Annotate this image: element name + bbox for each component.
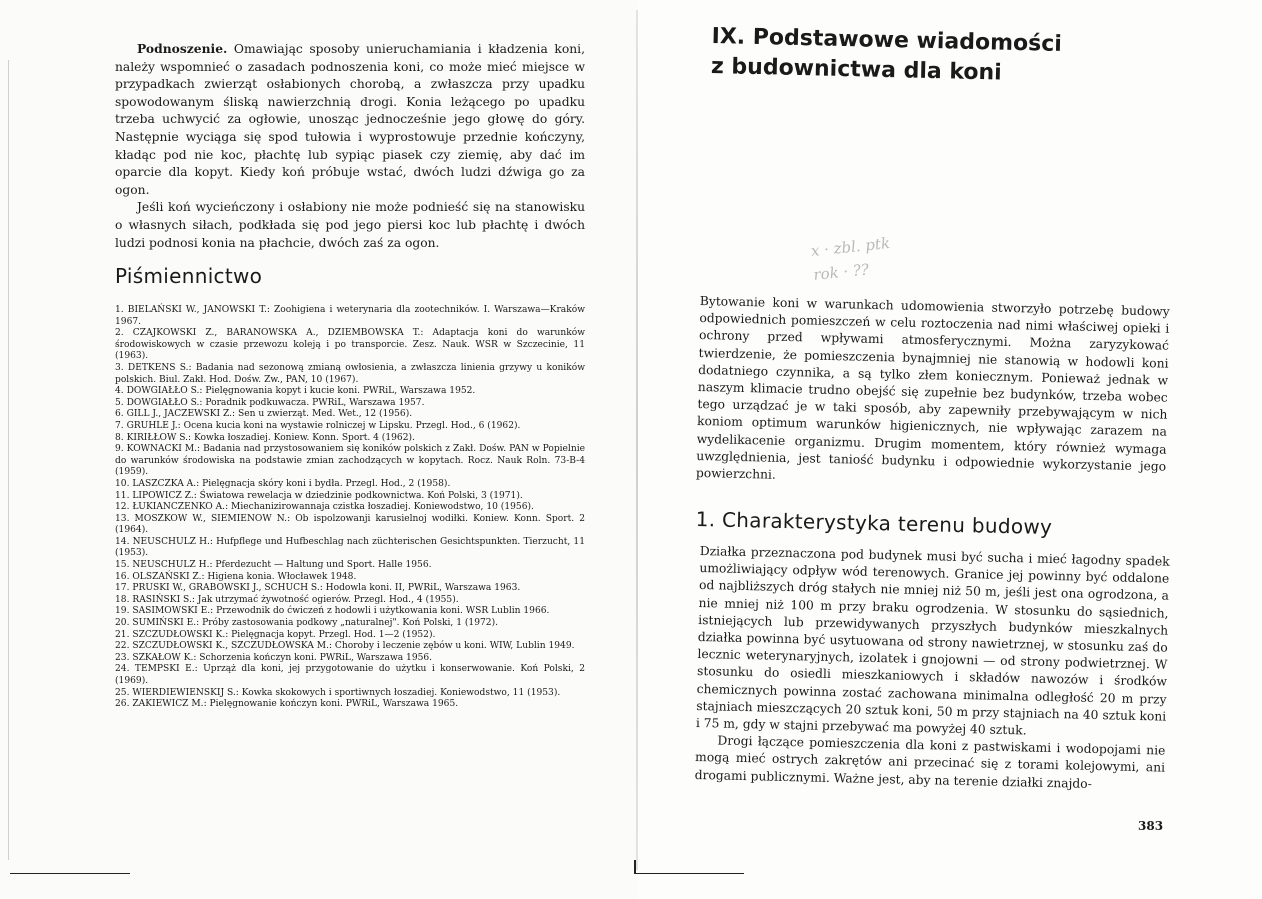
reference-item: 13. MOSZKOW W., SIEMIENOW N.: Ob ispolzowanji karusielnoj wodiłki. Koniew. Konn. Sport. 2 (1964). [115,513,585,536]
section-1-paragraph-1: Działka przeznaczona pod budynek musi być sucha i mieć łagodny spadek umożliwiający odpływ wód terenowych. Granice jej powinny być oddalone od najbliższych dróg stałych nie mniej niż 50 m, jeśli jest ona ogrodzona, a nie mniej niż 100 m przy braku ogrodzenia. W stosunku do sąsiednich, istniejących lub przewidywanych przyszłych budynków mieszkalnych działka powinna być usytuowana od strony nawietrznej, w stosunku zaś do lecznic weterynaryjnych, izolatek i gnojowni — od strony podwietrznej. W stosunku do osiedli mieszkaniowych i składów nawozów i środków chemicznych powinna zostać zachowana minimalna odległość 20 m przy stajniach mieszczących 20 sztuk koni, 50 m przy stajniach na 40 sztuk koni i 75 m, gdy w stajni przebywać ma powyżej 40 sztuk. [695,543,1170,738]
reference-item: 23. SZKAŁOW K.: Schorzenia kończyn koni. PWRiL, Warszawa 1956. [115,652,433,663]
reference-item: 25. WIERDIEWIENSKIJ S.: Kowka skokowych i sportiwnych łoszadiej. Koniewodstwo, 11 (1953). [115,687,561,698]
left-body-text [115,40,585,252]
reference-item: 7. GRUHLE J.: Ocena kucia koni na wystawie rolniczej w Lipsku. Przegl. Hod., 6 (1962). [115,420,521,431]
reference-item: 4. DOWGIAŁŁO S.: Pielęgnowania kopyt i kucie koni. PWRiL, Warszawa 1952. [115,386,476,397]
paragraph-lead: Podnoszenie. [137,41,228,56]
reference-item: 14. NEUSCHULZ H.: Hufpflege und Hufbeschlag nach züchterischen Gesichtspunkten. Tierzucht, 11 (1953). [115,536,585,559]
paragraph-lifting [115,40,585,199]
references-heading: Piśmiennictwo [115,264,263,288]
chapter-title-line-1: IX. Podstawowe wiadomości [711,23,1063,57]
reference-item: 24. TEMPSKI E.: Uprząż dla koni, jej przygotowanie do użytku i konserwowanie. Koń Polski, 2 (1969). [115,664,585,686]
chapter-title-line-2: z budownictwa dla koni [710,53,1003,86]
page-edge-shadow [8,60,9,860]
reference-item: 17. PRUSKI W., GRABOWSKI J., SCHUCH S.: Hodowla koni. II, PWRiL, Warszawa 1963. [115,583,521,594]
reference-item: 26. ZAKIEWICZ M.: Pielęgnowanie kończyn koni. PWRiL, Warszawa 1965. [115,699,459,710]
chapter-intro: Bytowanie koni w warunkach udomowienia stworzyło potrzebę budowy odpowiednich pomieszczeń w celu roztoczenia nad nimi właściwej opieki i ochrony przed wpływami atmosferycznymi. Można zaryzykować twierdzenie, że pomieszczenia bynajmniej nie stanowią w hodowli koni dodatniego czynnika, a są tylko złem koniecznym. Ponieważ jednak w naszym klimacie trudno obejść się zupełnie bez budynków, trzeba wobec tego urządzać je w taki sposób, aby zapewniły przebywającym w nich koniom optimum warunków higienicznych, nie wpływając zarazem na wydelikacenie organizmu. Drugim momentem, który również wymaga uwzględnienia, jest taniość budynku i odpowiednie wykorzystanie jego powierzchni. [695,293,1170,482]
section-1-body [695,543,1170,794]
bottom-rule-right [634,873,744,874]
reference-item: 12. ŁUKIANCZENKO A.: Miechanizirowannaja czistka łoszadiej. Koniewodstwo, 10 (1956). [115,502,534,513]
reference-item: 21. SZCZUDŁOWSKI K.: Pielęgnacja kopyt. Przegl. Hod. 1—2 (1952). [115,629,436,640]
reference-item: 19. SASIMOWSKI E.: Przewodnik do ćwiczeń z hodowli i użytkowania koni. WSR Lublin 1966. [115,606,550,617]
reference-item: 6. GILL J., JACZEWSKI Z.: Sen u zwierząt. Med. Wet., 12 (1956). [115,409,413,420]
reference-item: 2. CZAJKOWSKI Z., BARANOWSKA A., DZIEMBOWSKA T.: Adaptacja koni do warunków środowiskowych w czasie przewozu koleją i po transporcie. Zesz. Nauk. WSR w Szczecinie, 11 (1963). [115,328,585,362]
pencil-note-line-1: x · zbl. ptk [810,233,891,261]
reference-item: 16. OLSZAŃSKI Z.: Higiena konia. Włocławek 1948. [115,571,357,582]
reference-item: 15. NEUSCHULZ H.: Pferdezucht — Haltung und Sport. Halle 1956. [115,560,432,571]
section-1-paragraph-2: Drogi łączące pomieszczenia dla koni z pastwiskami i wodopojami nie mogą mieć ostrych zakrętów ani przecinać się z torami kolejowymi, ani drogami publicznymi. Ważne jest, aby na terenie działki znajdo- [694,733,1166,791]
section-1-heading: 1. Charakterystyka terenu budowy [695,507,1053,540]
page-number: 383 [1138,819,1164,833]
pencil-annotation [810,231,894,287]
bottom-rule-left [10,873,130,874]
reference-item: 5. DOWGIAŁŁO S.: Poradnik podkuwacza. PWRiL, Warszawa 1957. [115,397,425,408]
paragraph-exhausted-horse: Jeśli koń wycieńczony i osłabiony nie może podnieść się na stanowisku o własnych siłach, podkłada się pod jego piersi koc lub płachtę i dwóch ludzi podnosi konia na płachcie, dwóch zaś za ogon. [115,200,585,250]
reference-item: 8. KIRIŁŁOW S.: Kowka łoszadiej. Koniew. Konn. Sport. 4 (1962). [115,432,415,443]
reference-item: 18. RASIŃSKI S.: Jak utrzymać żywotność ogierów. Przegl. Hod., 4 (1955). [115,594,459,605]
reference-item: 1. BIELAŃSKI W., JANOWSKI T.: Zoohigiena i weterynaria dla zootechników. I. Warszawa—Kraków 1967. [115,305,585,327]
paragraph-body: Omawiając sposoby unieruchamiania i kładzenia koni, należy wspomnieć o zasadach podnoszenia koni, co może mieć miejsce w przypadkach zwierząt osłabionych chorobą, a zwłaszcza przy upadku spowodowanym śliską nawierzchnią drogi. Konia leżącego po upadku trzeba uchwycić za ogłowie, unosząc jednocześnie jego głowę do góry. Następnie wyciąga się spod tułowia i wyprostowuje przednie kończyny, kładąc pod nie koc, płachtę lub sypiąc piasek czy ziemię, aby dać im oparcie dla kopyt. Kiedy koń próbuje wstać, dwóch ludzi dźwiga go za ogon. [115,42,585,197]
reference-item: 20. SUMIŃSKI E.: Próby zastosowania podkowy „naturalnej". Koń Polski, 1 (1972). [115,618,499,629]
book-gutter [636,10,638,870]
reference-item: 10. LASZCZKA A.: Pielęgnacja skóry koni i bydła. Przegl. Hod., 2 (1958). [115,478,451,489]
chapter-title [711,22,1132,92]
reference-item: 9. KOWNACKI M.: Badania nad przystosowaniem się koników polskich z Zakł. Dośw. PAN w Popielnie do warunków środowiska na podstawie zmian zachodzących w kopytach. Rocz. Nauk Roln. 73-B-4 (1959). [115,444,585,478]
reference-item: 22. SZCZUDŁOWSKI K., SZCZUDŁOWSKA M.: Choroby i leczenie zębów u koni. WIW, Lublin 1949. [115,641,575,652]
reference-item: 3. DETKENS S.: Badania nad sezonową zmianą owłosienia, a zwłaszcza linienia grzywy u koników polskich. Biul. Zakł. Hod. Dośw. Zw., PAN, 10 (1967). [115,362,585,385]
references-list [115,305,585,711]
gutter-tick [634,860,636,874]
pencil-note-line-2: rok · ?? [812,260,870,285]
reference-item: 11. LIPOWICZ Z.: Światowa rewelacja w dziedzinie podkownictwa. Koń Polski, 3 (1971). [115,490,523,501]
